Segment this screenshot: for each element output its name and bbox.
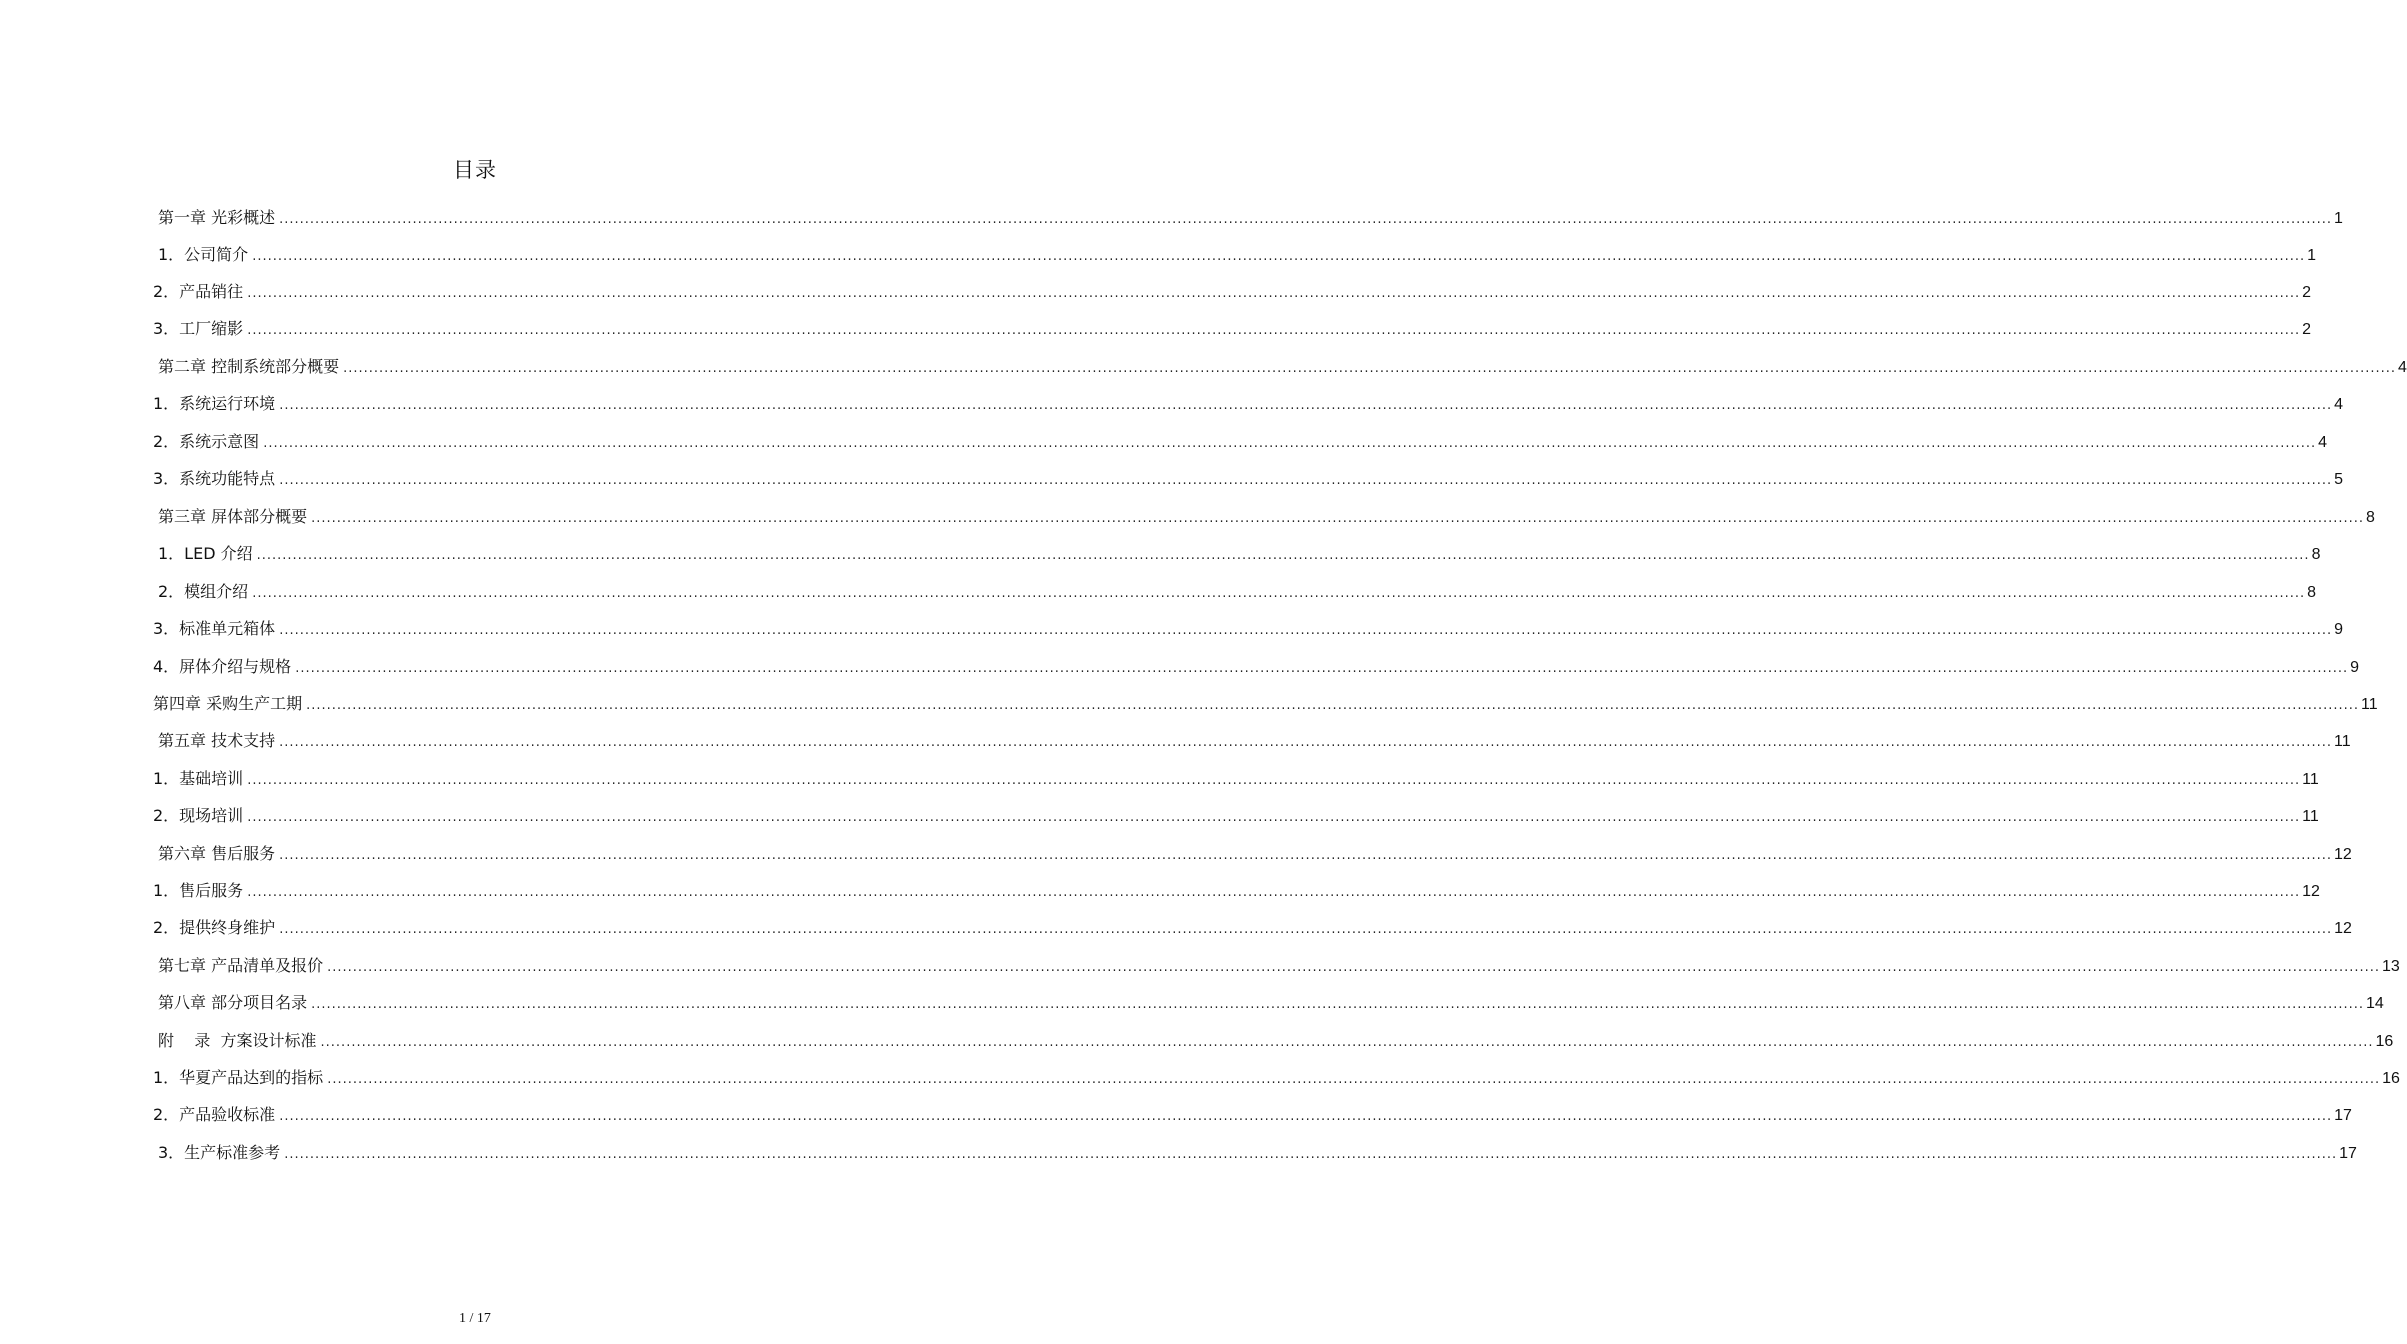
toc-dot-leader: ................................................................................................................................................................................................................................................................................................................................................................................................................ bbox=[252, 249, 2306, 264]
toc-dot-leader: ................................................................................................................................................................................................................................................................................................................................................................................................................ bbox=[327, 1072, 2381, 1087]
toc-entry[interactable] bbox=[158, 835, 2352, 872]
toc-entry-page: 11 bbox=[2302, 808, 2319, 825]
toc-entry-page: 16 bbox=[2382, 1070, 2400, 1087]
page-number-footer: 1 / 17 bbox=[459, 1311, 491, 1326]
toc-entry[interactable] bbox=[158, 984, 2384, 1021]
toc-entry-page: 11 bbox=[2361, 696, 2378, 713]
toc-entry[interactable] bbox=[153, 685, 2378, 722]
toc-dot-leader: ................................................................................................................................................................................................................................................................................................................................................................................................................ bbox=[247, 773, 2301, 788]
toc-dot-leader: ................................................................................................................................................................................................................................................................................................................................................................................................................ bbox=[311, 997, 2365, 1012]
toc-entry-label: 2．提供终身维护 bbox=[153, 918, 276, 937]
toc-entry-page: 5 bbox=[2334, 471, 2344, 488]
toc-entry-page: 11 bbox=[2302, 771, 2319, 788]
toc-entry-label: 3．生产标准参考 bbox=[158, 1143, 281, 1162]
toc-entry-label: 附 录 方案设计标准 bbox=[158, 1031, 317, 1050]
toc-entry[interactable] bbox=[153, 423, 2328, 460]
toc-entry-label: 第五章 技术支持 bbox=[158, 731, 276, 750]
toc-entry[interactable] bbox=[153, 909, 2352, 946]
toc-entry-page: 9 bbox=[2350, 659, 2360, 676]
toc-entry-label: 2．现场培训 bbox=[153, 806, 244, 825]
toc-dot-leader: ................................................................................................................................................................................................................................................................................................................................................................................................................ bbox=[279, 473, 2333, 488]
toc-entry-label: 3．标准单元箱体 bbox=[153, 619, 276, 638]
toc-entry[interactable] bbox=[158, 1134, 2357, 1171]
toc-dot-leader: ................................................................................................................................................................................................................................................................................................................................................................................................................ bbox=[247, 885, 2301, 900]
toc-entry[interactable] bbox=[153, 610, 2344, 647]
toc-entry-page: 16 bbox=[2375, 1033, 2394, 1050]
toc-entry[interactable] bbox=[158, 498, 2375, 535]
toc-entry[interactable] bbox=[153, 797, 2319, 834]
toc-entry-page: 4 bbox=[2318, 434, 2328, 451]
toc-dot-leader: ................................................................................................................................................................................................................................................................................................................................................................................................................ bbox=[279, 1109, 2333, 1124]
toc-entry-page: 9 bbox=[2334, 621, 2344, 638]
toc-entry-label: 1．公司简介 bbox=[158, 245, 249, 264]
toc-entry-page: 2 bbox=[2302, 284, 2312, 301]
toc-entry-label: 3．工厂缩影 bbox=[153, 319, 244, 338]
toc-entry-page: 4 bbox=[2398, 359, 2407, 376]
toc-entry[interactable] bbox=[158, 535, 2321, 572]
toc-entry-page: 14 bbox=[2366, 995, 2384, 1012]
toc-entry-page: 17 bbox=[2339, 1145, 2357, 1162]
toc-entry[interactable] bbox=[158, 722, 2351, 759]
toc-entry[interactable] bbox=[158, 1022, 2394, 1059]
toc-entry-label: 第六章 售后服务 bbox=[158, 844, 276, 863]
toc-entry[interactable] bbox=[153, 1096, 2352, 1133]
toc-entry-label: 第四章 采购生产工期 bbox=[153, 694, 303, 713]
toc-entry-page: 2 bbox=[2302, 321, 2312, 338]
toc-entry[interactable] bbox=[158, 947, 2400, 984]
toc-entry-label: 2．模组介绍 bbox=[158, 582, 249, 601]
toc-dot-leader: ................................................................................................................................................................................................................................................................................................................................................................................................................ bbox=[252, 586, 2306, 601]
toc-entry-label: 1．LED 介绍 bbox=[158, 544, 253, 563]
toc-entry-page: 1 bbox=[2334, 210, 2343, 227]
toc-entry-label: 第七章 产品清单及报价 bbox=[158, 956, 324, 975]
toc-entry-label: 1．售后服务 bbox=[153, 881, 244, 900]
toc-dot-leader: ................................................................................................................................................................................................................................................................................................................................................................................................................ bbox=[279, 623, 2333, 638]
toc-entry-label: 第三章 屏体部分概要 bbox=[158, 507, 308, 526]
toc-entry-label: 第八章 部分项目名录 bbox=[158, 993, 308, 1012]
toc-entry[interactable] bbox=[153, 460, 2344, 497]
toc-entry-page: 8 bbox=[2311, 546, 2321, 563]
toc-dot-leader: ................................................................................................................................................................................................................................................................................................................................................................................................................ bbox=[279, 212, 2333, 227]
toc-dot-leader: ................................................................................................................................................................................................................................................................................................................................................................................................................ bbox=[284, 1147, 2338, 1162]
toc-entry-page: 17 bbox=[2334, 1107, 2352, 1124]
toc-entry[interactable] bbox=[153, 760, 2319, 797]
toc-dot-leader: ................................................................................................................................................................................................................................................................................................................................................................................................................ bbox=[247, 323, 2301, 338]
toc-entry-page: 12 bbox=[2302, 883, 2320, 900]
toc-entry-label: 1．华夏产品达到的指标 bbox=[153, 1068, 324, 1087]
toc-entry-label: 3．系统功能特点 bbox=[153, 469, 276, 488]
toc-entry-page: 11 bbox=[2334, 733, 2351, 750]
toc-entry[interactable] bbox=[153, 385, 2344, 422]
toc-entry[interactable] bbox=[158, 348, 2407, 385]
toc-entry-label: 2．产品验收标准 bbox=[153, 1105, 276, 1124]
toc-entry-label: 1．基础培训 bbox=[153, 769, 244, 788]
toc-entry[interactable] bbox=[153, 1059, 2400, 1096]
toc-entry-label: 2．产品销往 bbox=[153, 282, 244, 301]
toc-entry-page: 12 bbox=[2334, 846, 2352, 863]
toc-dot-leader: ................................................................................................................................................................................................................................................................................................................................................................................................................ bbox=[343, 361, 2397, 376]
toc-entry[interactable] bbox=[153, 310, 2312, 347]
toc-entry[interactable] bbox=[158, 236, 2317, 273]
toc-dot-leader: ................................................................................................................................................................................................................................................................................................................................................................................................................ bbox=[311, 511, 2365, 526]
toc-entry-page: 1 bbox=[2307, 247, 2317, 264]
toc-dot-leader: ................................................................................................................................................................................................................................................................................................................................................................................................................ bbox=[247, 810, 2301, 825]
toc-entry-page: 4 bbox=[2334, 396, 2344, 413]
toc-dot-leader: ................................................................................................................................................................................................................................................................................................................................................................................................................ bbox=[247, 286, 2301, 301]
toc-entry-page: 13 bbox=[2382, 958, 2400, 975]
toc-dot-leader: ................................................................................................................................................................................................................................................................................................................................................................................................................ bbox=[327, 960, 2381, 975]
toc-entry-label: 2．系统示意图 bbox=[153, 432, 260, 451]
toc-dot-leader: ................................................................................................................................................................................................................................................................................................................................................................................................................ bbox=[295, 661, 2349, 676]
toc-dot-leader: ................................................................................................................................................................................................................................................................................................................................................................................................................ bbox=[279, 735, 2333, 750]
toc-entry[interactable] bbox=[158, 573, 2317, 610]
toc-entry-page: 8 bbox=[2307, 584, 2317, 601]
toc-entry-page: 12 bbox=[2334, 920, 2352, 937]
toc-dot-leader: ................................................................................................................................................................................................................................................................................................................................................................................................................ bbox=[279, 922, 2333, 937]
toc-dot-leader: ................................................................................................................................................................................................................................................................................................................................................................................................................ bbox=[256, 548, 2310, 563]
toc-entry-label: 1．系统运行环境 bbox=[153, 394, 276, 413]
toc-dot-leader: ................................................................................................................................................................................................................................................................................................................................................................................................................ bbox=[279, 848, 2333, 863]
toc-dot-leader: ................................................................................................................................................................................................................................................................................................................................................................................................................ bbox=[320, 1035, 2374, 1050]
toc-entry-label: 4．屏体介绍与规格 bbox=[153, 657, 292, 676]
toc-dot-leader: ................................................................................................................................................................................................................................................................................................................................................................................................................ bbox=[263, 436, 2317, 451]
toc-dot-leader: ................................................................................................................................................................................................................................................................................................................................................................................................................ bbox=[279, 398, 2333, 413]
toc-entry-label: 第一章 光彩概述 bbox=[158, 208, 276, 227]
toc-entry-label: 第二章 控制系统部分概要 bbox=[158, 357, 340, 376]
toc-entry[interactable] bbox=[153, 273, 2312, 310]
toc-entry-page: 8 bbox=[2366, 509, 2375, 526]
toc-entry[interactable] bbox=[153, 648, 2360, 685]
toc-title: 目录 bbox=[453, 158, 497, 182]
toc-entry[interactable] bbox=[158, 199, 2343, 236]
toc-dot-leader: ................................................................................................................................................................................................................................................................................................................................................................................................................ bbox=[306, 698, 2360, 713]
toc-entry[interactable] bbox=[153, 872, 2320, 909]
